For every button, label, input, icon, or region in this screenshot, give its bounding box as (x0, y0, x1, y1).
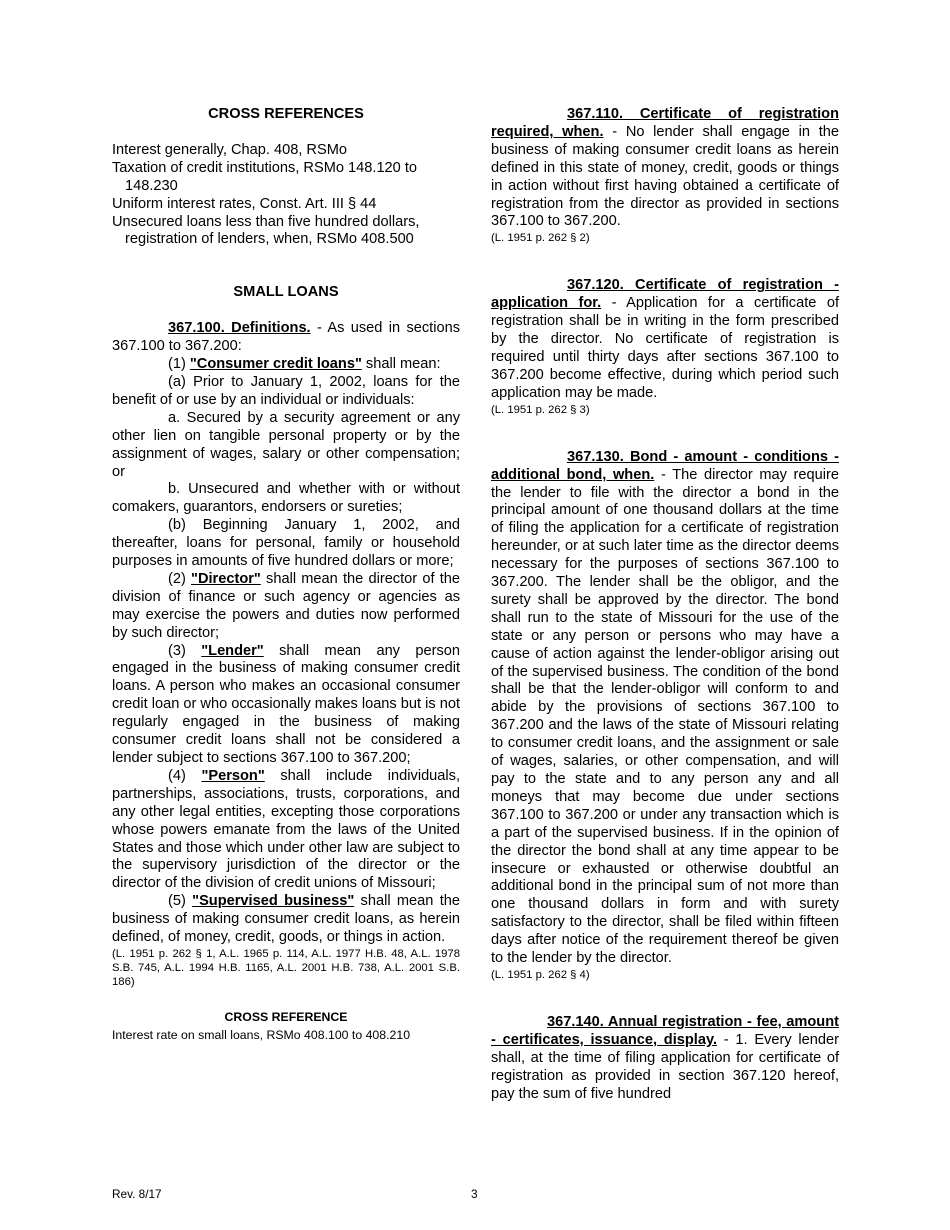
definition-4 (112, 768, 460, 893)
section-367-100 (112, 320, 460, 356)
cross-references-heading: CROSS REFERENCES (208, 106, 364, 122)
cross-reference-item: Uniform interest rates, Const. Art. III § 44 (112, 195, 377, 212)
definition-4-term: "Person" (201, 767, 265, 784)
left-column (112, 106, 460, 1045)
cross-reference-item: Interest generally, Chap. 408, RSMo (112, 141, 347, 158)
section-367-120-text: - Application for a certificate of registration shall be in writing in the form prescribed by the director. No certificate of registration is required until thirty days after sections 367.100 to 367.200 become effective, during which period such application may be made. (491, 295, 839, 401)
section-367-130 (491, 449, 839, 968)
definition-1a-a: a. Secured by a security agreement or any other lien on tangible personal property or by the assignment of wages, salary or other compensation; or (112, 409, 460, 480)
definition-2-number: (2) (168, 570, 192, 587)
definition-3 (112, 643, 460, 768)
definition-4-number: (4) (168, 767, 202, 784)
definition-5-text: shall mean the business of making consumer credit loans, as herein defined, of money, credit, goods, or things in action. (112, 893, 460, 946)
definition-5-number: (5) (168, 893, 193, 910)
section-367-110-history: (L. 1951 p. 262 § 2) (491, 232, 590, 245)
cross-reference-item: Unsecured loans less than five hundred dollars, registration of lenders, when, RSMo 408.500 (112, 213, 420, 248)
definition-1 (112, 356, 460, 374)
definition-3-number: (3) (168, 642, 202, 659)
section-367-120-history: (L. 1951 p. 262 § 3) (491, 403, 590, 416)
definition-4-text: shall include individuals, partnerships, associations, trusts, corporations, and any other legal entities, excepting those corporations whose powers emanate from the laws of the United States and those which under other law are subject to the supervisory jurisdiction of the director or the director of the division of credit unions of Missouri; (112, 767, 461, 892)
small-loans-heading: SMALL LOANS (233, 284, 339, 301)
section-367-120 (491, 277, 839, 402)
definition-2-term: "Director" (191, 570, 261, 587)
revision-label: Rev. 8/17 (112, 1187, 162, 1201)
section-367-110-text: - No lender shall engage in the business of making consumer credit loans as herein defined in this state of money, credit, goods or things in action without first having obtained a certificate of registration from the director as provided in sections 367.100 to 367.200. (491, 123, 839, 230)
definition-1b: (b) Beginning January 1, 2002, and thereafter, loans for personal, family or household purposes in amounts of five hundred dollars or more; (112, 517, 460, 570)
section-367-100-title: 367.100. Definitions. (168, 320, 311, 337)
right-column (491, 106, 839, 1104)
definition-1-term: "Consumer credit loans" (189, 356, 362, 373)
definition-1-number: (1) (168, 356, 190, 373)
section-367-110 (491, 106, 839, 231)
section-367-140-title: 367.140. Annual registration - fee, amount - certificates, issuance, display. (491, 1013, 839, 1048)
section-367-140 (491, 1014, 839, 1104)
section-367-110-title: 367.110. Certificate of registration required, when. (491, 106, 839, 140)
page-number: 3 (471, 1187, 478, 1201)
definition-2 (112, 571, 460, 643)
definition-3-term: "Lender" (201, 642, 264, 659)
cross-reference-text: Interest rate on small loans, RSMo 408.100 to 408.210 (112, 1027, 411, 1042)
definition-5 (112, 893, 460, 947)
section-367-130-history: (L. 1951 p. 262 § 4) (491, 968, 590, 981)
section-367-100-intro: - As used in sections 367.100 to 367.200: (112, 320, 460, 355)
section-367-140-text: - 1. Every lender shall, at the time of filing application for certificate of registration as provided in section 367.120 hereof, pay the sum of five hundred (491, 1031, 839, 1102)
definition-3-text: shall mean any person engaged in the business of making consumer credit loans. A person who makes an occasional consumer credit loan or who occasionally makes loans but is not regularly engaged in the business of making consumer credit loans shall not be considered a lender subject to sections 367.100 to 367.200; (112, 642, 460, 766)
definition-1a-b: b. Unsecured and whether with or without comakers, guarantors, endorsers or sureties; (112, 481, 460, 516)
definition-2-text: shall mean the director of the division of finance or such agency or agencies as may exercise the powers and duties now performed by such director; (112, 570, 460, 641)
definition-5-term: "Supervised business" (192, 893, 355, 910)
cross-reference-item: Taxation of credit institutions, RSMo 148.120 to 148.230 (112, 159, 418, 194)
definition-1-text: shall mean: (361, 356, 441, 373)
section-367-130-title: 367.130. Bond - amount - conditions - additional bond, when. (491, 448, 839, 483)
definition-1a: (a) Prior to January 1, 2002, loans for the benefit of or use by an individual or individuals: (112, 373, 460, 408)
section-367-120-title: 367.120. Certificate of registration - application for. (491, 277, 839, 312)
section-367-130-text: - The director may require the lender to file with the director a bond in the principal amount of one thousand dollars at the time of filing the application for a certificate of registration hereunder, or at such later time as the director deems necessary for the purposes of sections 367.100 to 367.200. The lender shall be the obligor, and the surety shall be approved by the director. The bond shall run to the state of Missouri for the use of the state or any person or persons who may have a cause of action against the lender-obligor arising out of the supervised business. The condition of the bond shall be that the lender-obligor will conform to and abide by the provisions of sections 367.100 to 367.200 and the laws of the state of Missouri relating to consumer credit loans, and the assignment or sale of wages, salaries, or other compensation, and will pay to the state and to any person any and all moneys that may become due under sections 367.100 to 367.200 or under any transaction which is a part of the supervised business. If in the opinion of the director the bond shall at any time appear to be insecure or exhausted or otherwise doubtful an additional bond in the principal sum of not more than one thousand dollars in form and with surety satisfactory to the director, shall be filed within fifteen days after notice of the requirement thereof be given to the lender by the director. (491, 466, 839, 967)
cross-reference-heading: CROSS REFERENCE (224, 1009, 348, 1024)
section-367-100-history: (L. 1951 p. 262 § 1, A.L. 1965 p. 114, A.L. 1977 H.B. 48, A.L. 1978 S.B. 745, A.L. 1994 H.B. 1165, A.L. 2001 H.B. 738, A.L. 2001 S.B. 186) (112, 947, 460, 988)
